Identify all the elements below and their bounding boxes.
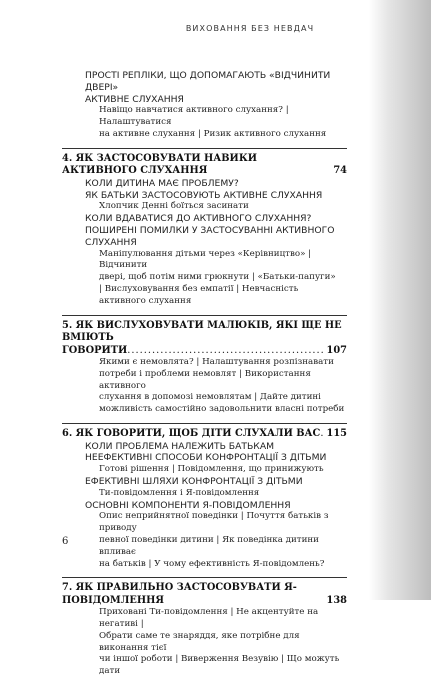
chapter-divider (62, 315, 347, 316)
toc-subsection: КОЛИ ПРОБЛЕМА НАЛЕЖИТЬ БАТЬКАМ (85, 440, 275, 452)
toc-chapter-5 (62, 320, 347, 358)
chapter-page: 138 (326, 594, 347, 606)
toc-chapter-4 (62, 153, 347, 178)
dot-leader (127, 345, 324, 358)
toc-detail-line: Якими є немовлята? | Налаштування розпізнавати (99, 357, 334, 368)
chapter-title: 7. ЯК ПРАВИЛЬНО ЗАСТОСОВУВАТИ Я-ПОВІДОМЛЕННЯ (62, 582, 297, 606)
toc-chapter-7 (62, 582, 347, 607)
toc-detail-line: певної поведінки дитини | Як поведінка дитини впливає (99, 534, 319, 557)
toc-subsection: КОЛИ ВДАВАТИСЯ ДО АКТИВНОГО СЛУХАННЯ? (85, 213, 312, 225)
chapter-page: 74 (333, 165, 347, 177)
toc-detail-line: слухання в допомозі немовлятам | Дайте дитині (99, 392, 321, 403)
chapter-title: 6. ЯК ГОВОРИТИ, ЩОБ ДІТИ СЛУХАЛИ ВАС (62, 428, 321, 440)
toc-subsection: ПОШИРЕНІ ПОМИЛКИ У ЗАСТОСУВАННІ АКТИВНОГО (85, 224, 335, 236)
toc-subsection: АКТИВНЕ СЛУХАННЯ (85, 93, 184, 105)
toc-detail-line: Навіщо навчатися активного слухання? | Налаштуватися (99, 105, 289, 128)
toc-detail-line: на батьків | У чому ефективність Я-повідомлень? (99, 558, 325, 569)
toc-subsection: ЯК БАТЬКИ ЗАСТОСОВУЮТЬ АКТИВНЕ СЛУХАННЯ (85, 189, 323, 201)
chapter-page: 107 (326, 344, 347, 356)
toc-detail-line: Маніпулювання дітьми через «Керівництво» | Відчинити (99, 248, 312, 271)
chapter-title: 5. ЯК ВИСЛУХОВУВАТИ МАЛЮКІВ, ЯКІ ЩЕ НЕ ВМІЮТЬ (62, 319, 342, 344)
toc-subsection: НЕЕФЕКТИВНІ СПОСОБИ КОНФРОНТАЦІЇ З ДІТЬМИ (85, 452, 327, 464)
toc-subsection: КОЛИ ДИТИНА МАЄ ПРОБЛЕМУ? (85, 177, 239, 189)
toc-detail-line: Опис неприйнятної поведінки | Почуття батьків з приводу (99, 511, 329, 534)
page-edge-shadow (369, 0, 431, 600)
toc-detail-line: Обрати саме те знаряддя, яке потрібне для виконання тієї (99, 630, 300, 653)
toc-detail-line: Хлопчик Денні боїться засинати (99, 201, 249, 212)
toc-detail-line: двері, щоб потім ними грюкнути | «Батьки-папуги» (99, 272, 336, 283)
toc-detail-line: чи іншої роботи | Виверження Везувію | Що можуть дати (99, 654, 340, 677)
chapter-divider (62, 423, 347, 424)
toc-subsection: ЕФЕКТИВНІ ШЛЯХИ КОНФРОНТАЦІЇ З ДІТЬМИ (85, 475, 303, 487)
chapter-title: 4. ЯК ЗАСТОСОВУВАТИ НАВИКИ АКТИВНОГО СЛУХАННЯ (62, 152, 257, 177)
page-number: 6 (62, 536, 69, 547)
toc-subsection: ПРОСТІ РЕПЛІКИ, ЩО ДОПОМАГАЮТЬ «ВІДЧИНИТИ ДВЕРІ» (85, 70, 331, 93)
chapter-page: 115 (326, 428, 347, 440)
chapter-divider (62, 148, 347, 149)
chapter-divider (62, 577, 347, 578)
toc-detail-line: можливість самостійно задовольнити власні потреби (99, 404, 345, 415)
running-header: ВИХОВАННЯ БЕЗ НЕВДАЧ (185, 24, 315, 33)
toc-detail-line: Ти-повідомлення і Я-повідомлення (99, 487, 260, 498)
toc-chapter-6 (62, 428, 347, 441)
toc-subsection: ОСНОВНІ КОМПОНЕНТИ Я-ПОВІДОМЛЕННЯ (85, 499, 291, 511)
toc-detail-line: Готові рішення | Повідомлення, що принижують (99, 464, 324, 475)
toc-subsection: СЛУХАННЯ (85, 236, 137, 248)
toc-detail-line: Приховані Ти-повідомлення | Не акцентуйте на негативі | (99, 607, 319, 630)
toc-detail-line: потреби і проблеми немовлят | Використання активного (99, 368, 311, 391)
toc-detail-line: на активне слухання | Ризик активного слухання (99, 128, 327, 139)
table-of-contents (62, 70, 347, 678)
toc-detail-line: | Вислуховування без емпатії | Невчасність активного слухання (99, 283, 299, 306)
chapter-title-continued: ГОВОРИТИ (62, 344, 128, 356)
